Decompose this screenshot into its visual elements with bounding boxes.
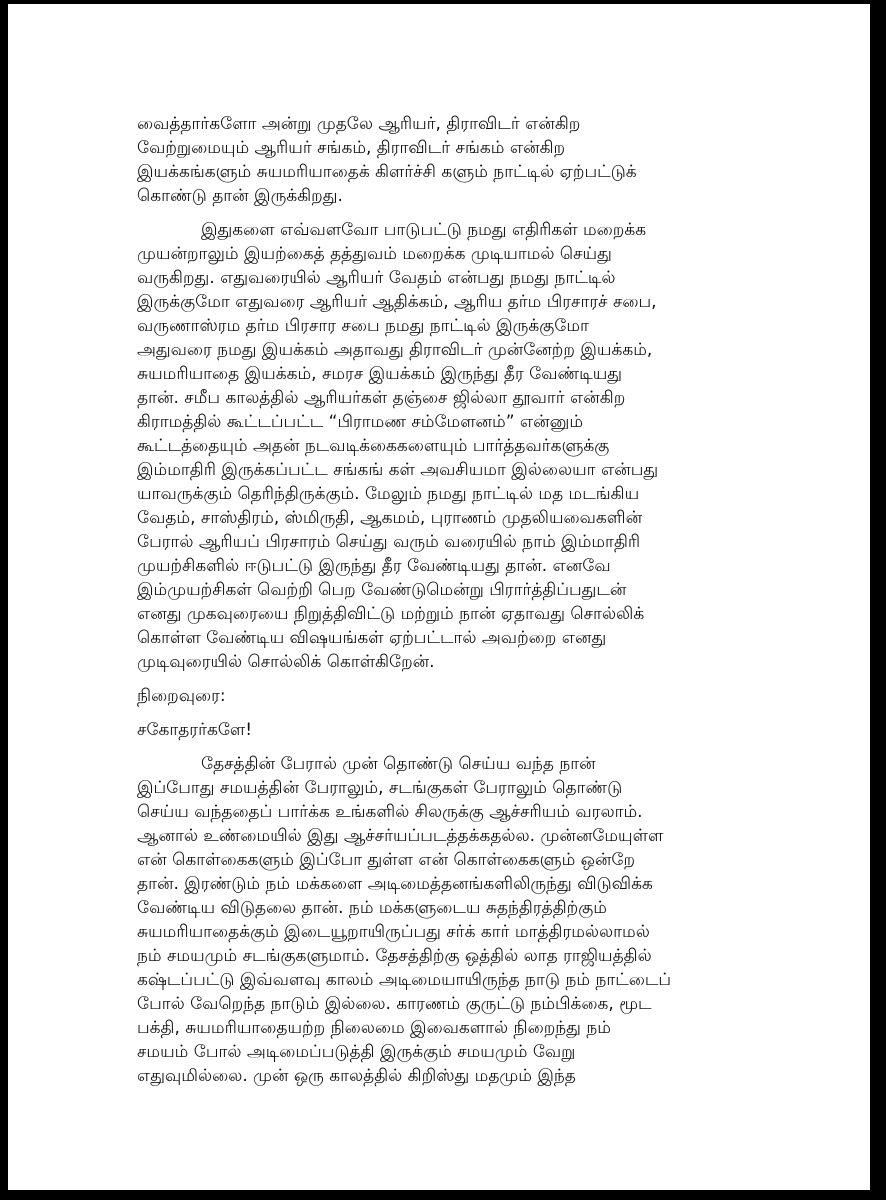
text-line: முயன்றாலும் இயற்கைத் தத்துவம் மறைக்க முடியாமல் செய்து (137, 244, 612, 264)
text-line: முடிவுரையில் சொல்லிக் கொள்கிறேன். (137, 652, 435, 672)
text-line: வருணாஸ்ரம தர்ம பிரசார சபை நமது நாட்டில் இருக்குமோ (137, 316, 589, 336)
text-line: கஷ்டப்பட்டு இவ்வளவு காலம் அடிமையாயிருந்த நாடு நம் நாட்டைப் (137, 970, 672, 990)
text-line: இப்போது சமயத்தின் பேராலும், சடங்குகள் பேராலும் தொண்டு (137, 778, 623, 798)
text-line: முயற்சிகளில் ஈடுபட்டு இருந்து தீர வேண்டியது தான். எனவே (137, 556, 611, 576)
document-page (8, 4, 870, 1190)
text-line: தான். சமீப காலத்தில் ஆரியர்கள் தஞ்சை ஜில்லா தூவார் என்கிற (137, 388, 626, 408)
text-line: வேற்றுமையும் ஆரியர் சங்கம், திராவிடர் சங்கம் என்கிற (137, 138, 566, 158)
text-line: சுயமரியாதை இயக்கம், சமரச இயக்கம் இருந்து தீர வேண்டியது (137, 364, 623, 384)
text-line: தேசத்தின் பேரால் முன் தொண்டு செய்ய வந்த நான் (201, 754, 596, 774)
text-line: அதுவரை நமது இயக்கம் அதாவது திராவிடர் முன்னேற்ற இயக்கம், (137, 340, 653, 360)
text-line: பேரால் ஆரியப் பிரசாரம் செய்து வரும் வரையில் நாம் இம்மாதிரி (137, 532, 641, 552)
text-line: என் கொள்கைகளும் இப்போ துள்ள என் கொள்கைகளும் ஒன்றே (137, 850, 636, 870)
text-line: இம்முயற்சிகள் வெற்றி பெற வேண்டுமென்று பிரார்த்திப்பதுடன் (137, 580, 627, 600)
text-line: சகோதரர்களே! (137, 720, 253, 740)
text-line: வருகிறது. எதுவரையில் ஆரியர் வேதம் என்பது நமது நாட்டில் (137, 268, 616, 288)
text-line: வைத்தார்களோ அன்று முதலே ஆரியர், திராவிடர் என்கிற (137, 114, 581, 134)
text-line: செய்ய வந்ததைப் பார்க்க உங்களில் சிலருக்கு ஆச்சரியம் வரலாம். (137, 802, 643, 822)
text-line: கூட்டத்தையும் அதன் நடவடிக்கைகளையும் பார்த்தவர்களுக்கு (137, 436, 610, 456)
text-line: இயக்கங்களும் சுயமரியாதைக் கிளர்ச்சி களும் நாட்டில் ஏற்பட்டுக் (137, 162, 637, 182)
paragraph (137, 684, 797, 708)
text-line: எனது முகவுரையை நிறுத்திவிட்டு மற்றும் நான் ஏதாவது சொல்லிக் (137, 604, 645, 624)
paragraph (137, 112, 797, 208)
text-line: தான். இரண்டும் நம் மக்களை அடிமைத்தனங்களிலிருந்து விடுவிக்க (137, 874, 653, 894)
paragraph (137, 718, 797, 742)
text-line: வேண்டிய விடுதலை தான். நம் மக்களுடைய சுதந்திரத்திற்கும் (137, 898, 607, 918)
text-line: இம்மாதிரி இருக்கப்பட்ட சங்கங் கள் அவசியமா இல்லையா என்பது (137, 460, 659, 480)
text-line: போல் வேறெந்த நாடும் இல்லை. காரணம் குருட்டு நம்பிக்கை, மூட (137, 994, 652, 1014)
text-line: கிராமத்தில் கூட்டப்பட்ட “பிராமண சம்மேளனம்” என்னும் (137, 412, 584, 432)
text-line: சமயம் போல் அடிமைப்படுத்தி இருக்கும் சமயமும் வேறு (137, 1042, 576, 1062)
text-line: நம் சமயமும் சடங்குகளுமாம். தேசத்திற்கு ஒத்தில் லாத ராஜியத்தில் (137, 946, 652, 966)
text-line: ஆனால் உண்மையில் இது ஆச்சர்யப்படத்தக்கதல்ல. முன்னமேயுள்ள (137, 826, 664, 846)
paragraph (137, 752, 797, 1088)
text-line: பக்தி, சுயமரியாதையற்ற நிலைமை இவைகளால் நிறைந்து நம் (137, 1018, 611, 1038)
text-line: எதுவுமில்லை. முன் ஒரு காலத்தில் கிறிஸ்து மதமும் இந்த (137, 1066, 576, 1086)
text-line: நிறைவுரை: (137, 686, 226, 706)
text-line: சுயமரியாதைக்கும் இடையூறாயிருப்பது சர்க் கார் மாத்திரமல்லாமல் (137, 922, 650, 942)
text-line: வேதம், சாஸ்திரம், ஸ்மிருதி, ஆகமம், புராணம் முதலியவைகளின் (137, 508, 643, 528)
text-line: இதுகளை எவ்வளவோ பாடுபட்டு நமது எதிரிகள் மறைக்க (201, 220, 647, 240)
text-line: யாவருக்கும் தெரிந்திருக்கும். மேலும் நமது நாட்டில் மத மடங்கிய (137, 484, 640, 504)
document-body (137, 112, 797, 1098)
text-line: கொண்டு தான் இருக்கிறது. (137, 186, 343, 206)
text-line: கொள்ள வேண்டிய விஷயங்கள் ஏற்பட்டால் அவற்றை எனது (137, 628, 607, 648)
paragraph (137, 218, 797, 674)
text-line: இருக்குமோ எதுவரை ஆரியர் ஆதிக்கம், ஆரிய தர்ம பிரசாரச் சபை, (137, 292, 657, 312)
